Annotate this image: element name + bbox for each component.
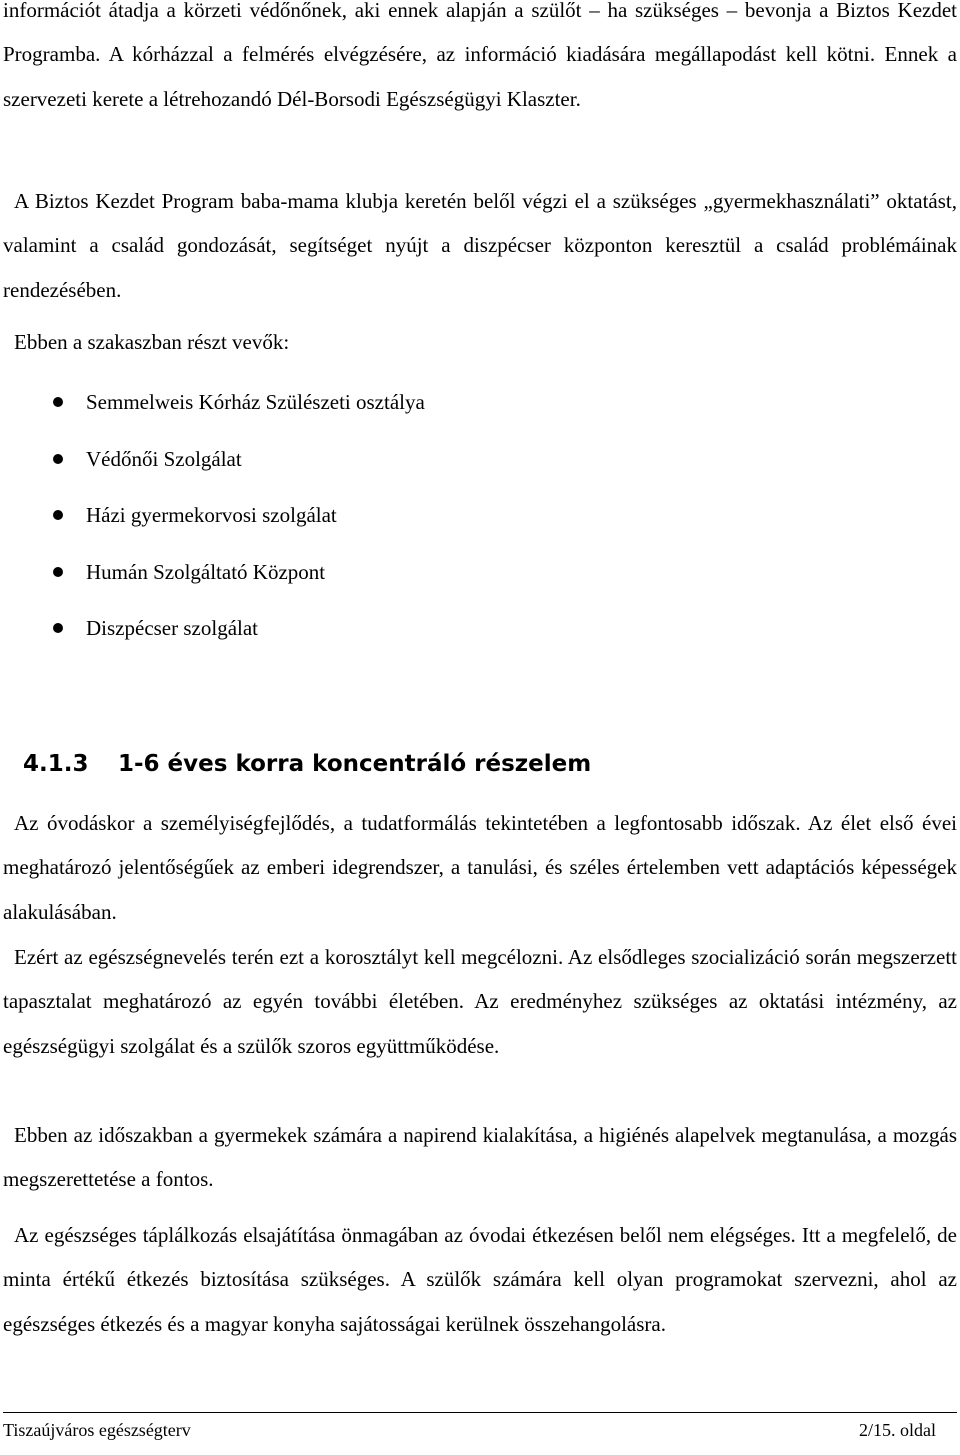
paragraph-participants-intro [3, 320, 957, 364]
list-item-text: Semmelweis Kórház Szülészeti osztálya [86, 390, 425, 414]
paragraph-text: A Biztos Kezdet Program baba-mama klubja keretén belől végzi el a szükséges „gyermekhasználati” oktatást, valamint a család gondozását, segítséget nyújt a diszpécser központon keresztül a család problémáinak rendezésében. [3, 189, 957, 302]
paragraph-text: Ebben a szakaszban részt vevők: [14, 330, 290, 354]
list-item [0, 374, 960, 431]
list-item [0, 600, 960, 657]
paragraph-text: Ebben az időszakban a gyermekek számára a napirend kialakítása, a higiénés alapelvek megtanulása, a mozgás megszerettetése a fontos. [3, 1123, 957, 1192]
footer-divider [3, 1412, 957, 1413]
section-heading [23, 744, 591, 784]
paragraph-daily-routine [3, 1113, 957, 1202]
participants-list [0, 374, 960, 657]
paragraph-text: információt átadja a körzeti védőnőnek, aki ennek alapján a szülőt – ha szükséges – bevonja a Biztos Kezdet Programba. A kórházzal a felmérés elvégzésére, az információ kiadására megállapodást kell kötni. Ennek a szervezeti kerete a létrehozandó Dél-Borsodi Egészségügyi Klaszter. [3, 0, 957, 111]
bullet-icon [53, 510, 63, 520]
bullet-icon [53, 567, 63, 577]
section-number: 4.1.3 [23, 751, 89, 777]
paragraph-baba-mama-club [3, 179, 957, 312]
list-item-text: Védőnői Szolgálat [86, 446, 242, 471]
list-item [0, 431, 960, 488]
paragraph-text: Az egészséges táplálkozás elsajátítása önmagában az óvodai étkezésen belől nem elégséges. Itt a megfelelő, de minta értékű étkezés biztosítása szükséges. A szülők számára kell olyan programokat szervezni, ahol az egészséges étkezés és a magyar konyha sajátosságai kerülnek összehangolásra. [3, 1223, 957, 1336]
section-title: 1-6 éves korra koncentráló részelem [118, 751, 592, 777]
paragraph-hospital-agreement [3, 0, 957, 121]
list-item-text: Házi gyermekorvosi szolgálat [86, 503, 337, 528]
paragraph-nutrition [3, 1213, 957, 1346]
list-item-text: Diszpécser szolgálat [86, 616, 259, 641]
paragraph-health-education [3, 935, 957, 1068]
bullet-icon [53, 454, 63, 464]
paragraph-text: Ezért az egészségnevelés terén ezt a korosztályt kell megcélozni. Az elsődleges szocializáció során megszerzett tapasztalat meghatározó az egyén további életében. Az eredményhez szükséges az oktatási intézmény, az egészségügyi szolgálat és a szülők szoros együttműködése. [3, 945, 957, 1058]
bullet-icon [53, 623, 63, 633]
list-item [0, 487, 960, 544]
footer-page-number: 2/15. oldal [859, 1420, 936, 1440]
list-item [0, 544, 960, 601]
paragraph-preschool-age [3, 801, 957, 934]
paragraph-text: Az óvodáskor a személyiségfejlődés, a tudatformálás tekintetében a legfontosabb időszak. Az élet első évei meghatározó jelentőségűek az emberi idegrendszer, a tanulási, és széles értelemben vett adaptációs képességek alakulásában. [3, 811, 957, 924]
list-item-text: Humán Szolgáltató Központ [86, 559, 326, 584]
footer-document-title: Tiszaújváros egészségterv [3, 1420, 191, 1440]
bullet-icon [53, 397, 63, 407]
